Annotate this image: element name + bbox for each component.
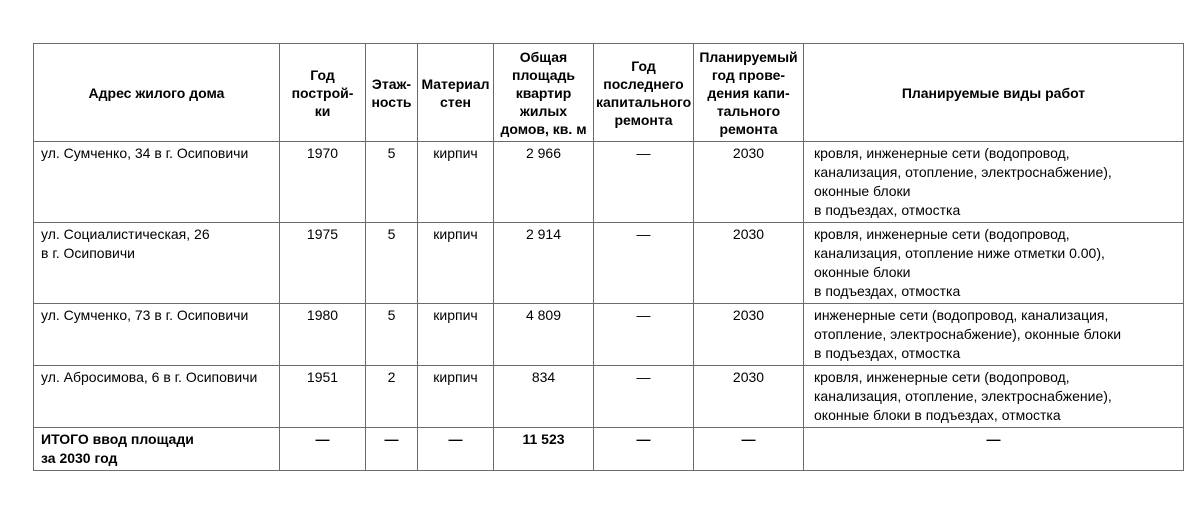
total-floors: — (366, 428, 418, 471)
area-cell: 2 966 (494, 142, 594, 223)
table-row (34, 142, 1184, 223)
header-last-repair: Год последнего капитального ремонта (594, 44, 694, 142)
floors-cell: 5 (366, 223, 418, 304)
header-material: Материал стен (418, 44, 494, 142)
floors-cell: 5 (366, 304, 418, 366)
total-year-built: — (280, 428, 366, 471)
header-works: Планируемые виды работ (804, 44, 1184, 142)
works-cell: кровля, инженерные сети (водопровод, канализация, отопление, электроснабжение), оконные блоки в подъездах, отмостка (804, 142, 1184, 223)
year-built-cell: 1980 (280, 304, 366, 366)
floors-cell: 5 (366, 142, 418, 223)
material-cell: кирпич (418, 142, 494, 223)
last-repair-cell: — (594, 142, 694, 223)
table-row (34, 223, 1184, 304)
year-built-cell: 1970 (280, 142, 366, 223)
works-cell: инженерные сети (водопровод, канализация, отопление, электроснабжение), оконные блоки в подъездах, отмостка (804, 304, 1184, 366)
header-area: Общая площадь квартир жилых домов, кв. м (494, 44, 594, 142)
address-cell: ул. Абросимова, 6 в г. Осиповичи (34, 366, 280, 428)
planned-year-cell: 2030 (694, 304, 804, 366)
works-cell: кровля, инженерные сети (водопровод, канализация, отопление ниже отметки 0.00), оконные блоки в подъездах, отмостка (804, 223, 1184, 304)
planned-year-cell: 2030 (694, 223, 804, 304)
planned-year-cell: 2030 (694, 142, 804, 223)
material-cell: кирпич (418, 304, 494, 366)
repair-plan-table (33, 43, 1184, 471)
last-repair-cell: — (594, 366, 694, 428)
material-cell: кирпич (418, 366, 494, 428)
total-row (34, 428, 1184, 471)
planned-year-cell: 2030 (694, 366, 804, 428)
address-cell: ул. Сумченко, 34 в г. Осиповичи (34, 142, 280, 223)
total-material: — (418, 428, 494, 471)
address-cell: ул. Социалистическая, 26 в г. Осиповичи (34, 223, 280, 304)
material-cell: кирпич (418, 223, 494, 304)
area-cell: 4 809 (494, 304, 594, 366)
table-row (34, 366, 1184, 428)
header-floors: Этаж- ность (366, 44, 418, 142)
year-built-cell: 1951 (280, 366, 366, 428)
works-cell: кровля, инженерные сети (водопровод, канализация, отопление, электроснабжение), оконные блоки в подъездах, отмостка (804, 366, 1184, 428)
total-last-repair: — (594, 428, 694, 471)
header-row (34, 44, 1184, 142)
header-year-built: Год построй- ки (280, 44, 366, 142)
header-address: Адрес жилого дома (34, 44, 280, 142)
last-repair-cell: — (594, 304, 694, 366)
area-cell: 2 914 (494, 223, 594, 304)
last-repair-cell: — (594, 223, 694, 304)
year-built-cell: 1975 (280, 223, 366, 304)
total-label: ИТОГО ввод площади за 2030 год (34, 428, 280, 471)
total-planned-year: — (694, 428, 804, 471)
area-cell: 834 (494, 366, 594, 428)
header-planned-year: Планируемый год прове- дения капи- тального ремонта (694, 44, 804, 142)
total-area: 11 523 (494, 428, 594, 471)
table-row (34, 304, 1184, 366)
total-works: — (804, 428, 1184, 471)
floors-cell: 2 (366, 366, 418, 428)
address-cell: ул. Сумченко, 73 в г. Осиповичи (34, 304, 280, 366)
